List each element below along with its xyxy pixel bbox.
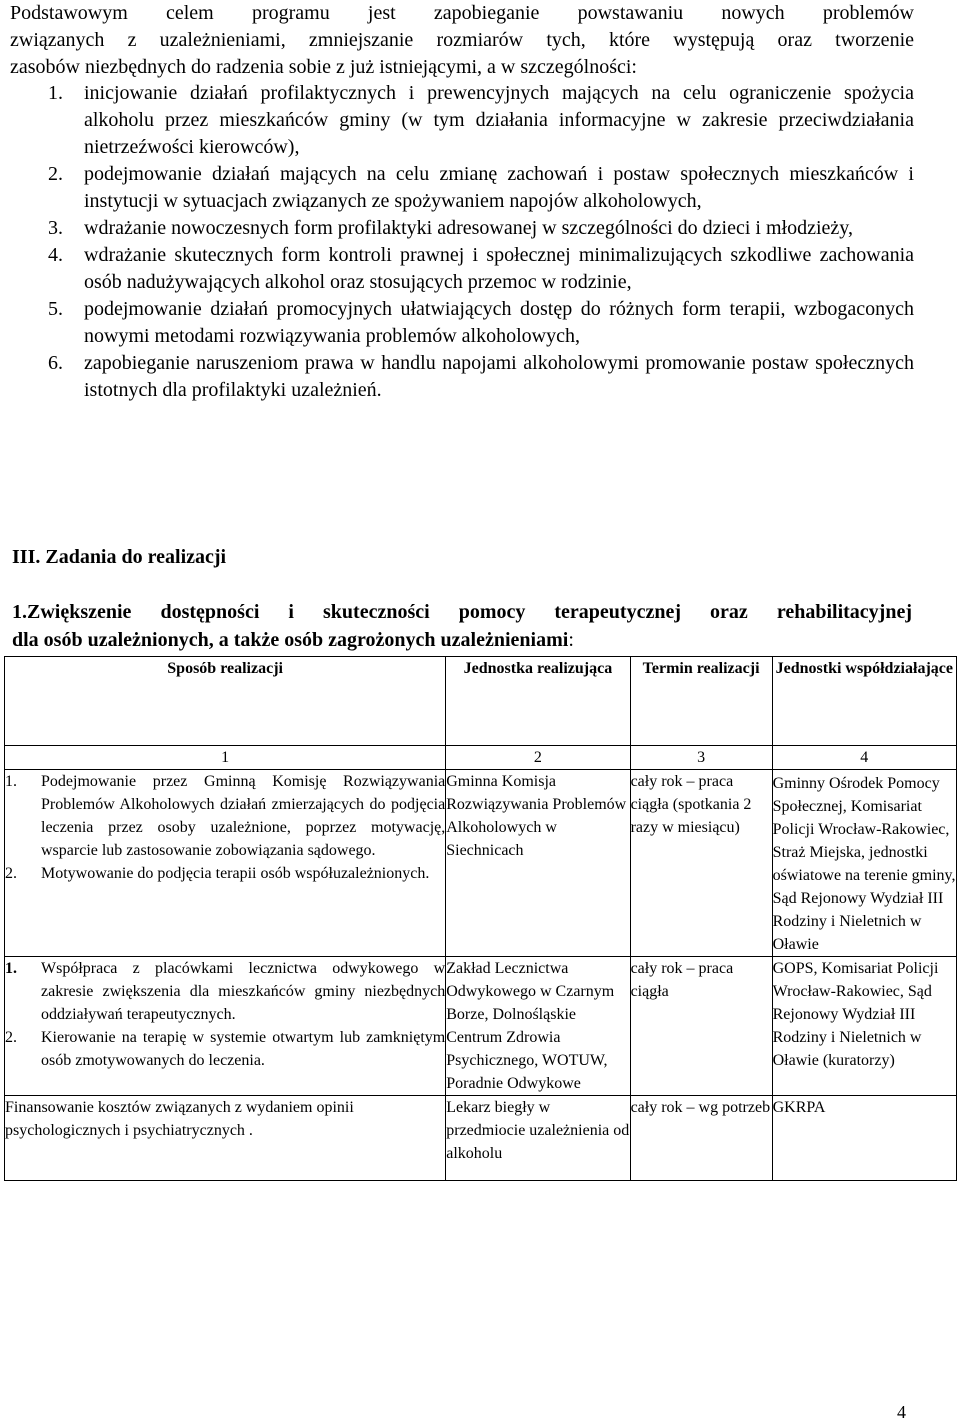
section-heading: III. Zadania do realizacji (12, 546, 227, 568)
goal-number: 5. (48, 298, 63, 320)
method-cell (5, 770, 446, 957)
table-row (5, 957, 957, 1096)
unit-cell: Zakład Lecznictwa Odwykowego w Czarnym Borze, Dolnośląskie Centrum Zdrowia Psychicznego, WOTUW, Poradnie Odwykowe (446, 957, 630, 1096)
goal-text: wdrażanie nowoczesnych form profilaktyki adresowanej w szczególności do dzieci i młodzieży, (84, 217, 853, 239)
intro-line-1: Podstawowym celem programu jest zapobieganie powstawaniu nowych problemów (10, 2, 914, 24)
goal-item (48, 80, 914, 161)
column-number-row (5, 746, 957, 770)
method-number: 2. (5, 865, 17, 882)
sub-heading (12, 598, 912, 654)
intro-paragraph (10, 0, 914, 81)
sub-heading-line-2 (12, 626, 912, 654)
goal-text: zapobieganie naruszeniom prawa w handlu napojami alkoholowymi promowanie postaw społecznych istotnych dla profilaktyki uzależnień. (84, 352, 914, 401)
table-row (5, 1096, 957, 1181)
goal-text: podejmowanie działań mających na celu zmianę zachowań i postaw społecznych mieszkańców i instytucji w sytuacjach związanych ze spożywaniem napojów alkoholowych, (84, 163, 914, 212)
partners-cell: Gminny Ośrodek Pomocy Społecznej, Komisariat Policji Wrocław-Rakowiec, Straż Miejska, jednostki oświatowe na terenie gminy, Sąd Rejonowy Wydział III Rodziny i Nieletnich w Oławie (772, 770, 956, 957)
goals-list (48, 80, 914, 404)
term-cell: cały rok – praca ciągła (630, 957, 772, 1096)
method-list (5, 957, 445, 1072)
column-number: 3 (630, 746, 772, 770)
method-number: 2. (5, 1029, 17, 1046)
column-number: 2 (446, 746, 630, 770)
column-number: 1 (5, 746, 446, 770)
term-cell: cały rok – praca ciągła (spotkania 2 razy w miesiącu) (630, 770, 772, 957)
column-number: 4 (772, 746, 956, 770)
method-item (5, 957, 445, 1026)
intro-line-3: zasobów niezbędnych do radzenia sobie z już istniejącymi, a w szczególności: (10, 56, 637, 78)
method-item (5, 862, 445, 885)
partners-cell: GOPS, Komisariat Policji Wrocław-Rakowiec, Sąd Rejonowy Wydział III Rodziny i Nieletnich w Oławie (kuratorzy) (772, 957, 956, 1096)
goal-number: 1. (48, 82, 63, 104)
goal-number: 6. (48, 352, 63, 374)
sub-heading-line-1: 1.Zwiększenie dostępności i skuteczności pomocy terapeutycznej oraz rehabilitacyjnej (12, 601, 912, 623)
table-row (5, 770, 957, 957)
goal-number: 3. (48, 217, 63, 239)
goal-text: inicjowanie działań profilaktycznych i prewencyjnych mających na celu ograniczenie spożycia alkoholu przez mieszkańców gminy (w tym działania informacyjne w zakresie przeciwdziałania nietrzeźwości kierowców), (84, 82, 914, 158)
method-item (5, 770, 445, 862)
goal-item (48, 242, 914, 296)
method-number: 1. (5, 773, 17, 790)
method-cell (5, 957, 446, 1096)
intro-line-2: związanych z uzależnieniami, zmniejszanie rozmiarów tych, które występują oraz tworzenie (10, 29, 914, 51)
goal-item (48, 161, 914, 215)
term-cell: cały rok – wg potrzeb (630, 1096, 772, 1181)
method-text: Kierowanie na terapię w systemie otwartym lub zamkniętym osób zmotywowanych do leczenia. (41, 1029, 446, 1069)
goal-number: 4. (48, 244, 63, 266)
method-cell: Finansowanie kosztów związanych z wydaniem opinii psychologicznych i psychiatrycznych . (5, 1096, 446, 1181)
tasks-table (4, 656, 957, 1181)
header-unit: Jednostka realizująca (446, 657, 630, 746)
unit-cell: Lekarz biegły w przedmiocie uzależnienia od alkoholu (446, 1096, 630, 1181)
method-text: Współpraca z placówkami lecznictwa odwykowego w zakresie zwiększenia dla mieszkańców gminy niezbędnych oddziaływań terapeutycznych. (41, 960, 446, 1023)
goal-text: podejmowanie działań promocyjnych ułatwiających dostęp do różnych form terapii, wzbogaconych nowymi metodami rozwiązywania problemów alkoholowych, (84, 298, 914, 347)
goal-item (48, 296, 914, 350)
sub-heading-line-2-text: dla osób uzależnionych, a także osób zagrożonych uzależnieniami (12, 629, 569, 651)
method-number: 1. (5, 960, 17, 977)
sub-heading-colon: : (568, 629, 574, 651)
method-text: Motywowanie do podjęcia terapii osób współuzależnionych. (41, 865, 430, 882)
table-header-row (5, 657, 957, 746)
goal-item (48, 215, 914, 242)
header-method: Sposób realizacji (5, 657, 446, 746)
goal-text: wdrażanie skutecznych form kontroli prawnej i społecznej minimalizujących szkodliwe zachowania osób nadużywających alkohol oraz stosujących przemoc w rodzinie, (84, 244, 914, 293)
partners-cell: GKRPA (772, 1096, 956, 1181)
method-item (5, 1026, 445, 1072)
method-list (5, 770, 445, 885)
header-partners: Jednostki współdziałające (772, 657, 956, 746)
page-number: 4 (897, 1402, 906, 1422)
unit-cell: Gminna Komisja Rozwiązywania Problemów Alkoholowych w Siechnicach (446, 770, 630, 957)
header-term: Termin realizacji (630, 657, 772, 746)
goal-item (48, 350, 914, 404)
method-text: Podejmowanie przez Gminną Komisję Rozwiązywania Problemów Alkoholowych działań zmierzających do podjęcia leczenia przez osoby uzależnione, poprzez motywację, wsparcie lub zastosowanie zobowiązania sądowego. (41, 773, 446, 859)
goal-number: 2. (48, 163, 63, 185)
